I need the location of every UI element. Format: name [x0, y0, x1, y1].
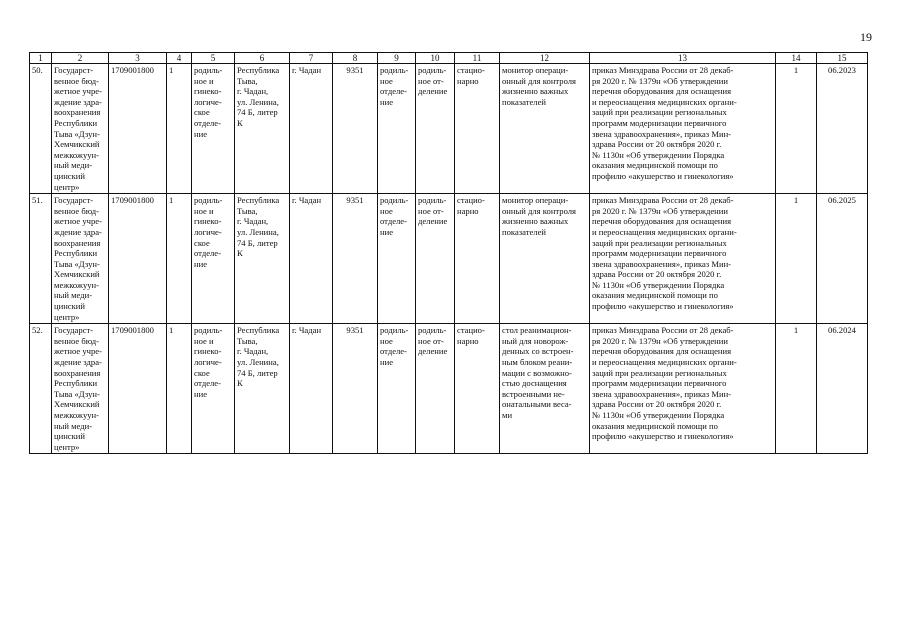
header-cell: 2	[52, 53, 109, 64]
header-cell: 3	[109, 53, 167, 64]
quantity-cell: 1	[776, 194, 817, 324]
header-cell: 7	[290, 53, 333, 64]
equipment-table	[29, 52, 868, 454]
col4-cell: 1	[167, 324, 192, 454]
department-cell: родиль- ное и гинеко- логиче- ское отделе- ние	[192, 64, 235, 194]
organization-cell: Государст- венное бюд- жетное учре- ждение здра- воохранения Республики Тыва «Дзун- Хемчикский межкожуун- ный меди- цинский центр»	[52, 324, 109, 454]
table-row	[30, 324, 868, 454]
row-number: 51.	[30, 194, 52, 324]
col11-cell: стацио- нарно	[455, 324, 500, 454]
header-cell: 1	[30, 53, 52, 64]
header-cell: 8	[333, 53, 378, 64]
department-cell: родиль- ное и гинеко- логиче- ское отделе- ние	[192, 324, 235, 454]
date-cell: 06.2025	[817, 194, 868, 324]
address-cell: Республика Тыва, г. Чадан, ул. Ленина, 74 Б, литер К	[235, 194, 290, 324]
header-cell: 5	[192, 53, 235, 64]
col10-cell: родиль- ное от- деление	[416, 64, 455, 194]
col8-cell: 9351	[333, 194, 378, 324]
col8-cell: 9351	[333, 324, 378, 454]
header-cell: 9	[378, 53, 416, 64]
header-cell: 13	[590, 53, 776, 64]
col10-cell: родиль- ное от- деление	[416, 194, 455, 324]
table-row	[30, 64, 868, 194]
col4-cell: 1	[167, 194, 192, 324]
date-cell: 06.2023	[817, 64, 868, 194]
code-cell: 1709001800	[109, 194, 167, 324]
city-cell: г. Чадан	[290, 194, 333, 324]
header-cell: 10	[416, 53, 455, 64]
basis-cell: приказ Минздрава России от 28 декаб- ря 2020 г. № 1379н «Об утверждении перечня оборудования для оснащения и переоснащения медицинских органи- заций при реализации региональных программ модернизации первичного звена здравоохранения», приказ Мин- здрава России от 20 октября 2020 г. № 1130н «Об утверждении Порядка оказания медицинской помощи по профилю «акушерство и гинекология»	[590, 324, 776, 454]
header-cell: 6	[235, 53, 290, 64]
basis-cell: приказ Минздрава России от 28 декаб- ря 2020 г. № 1379н «Об утверждении перечня оборудования для оснащения и переоснащения медицинских органи- заций при реализации региональных программ модернизации первичного звена здравоохранения», приказ Мин- здрава России от 20 октября 2020 г. № 1130н «Об утверждении Порядка оказания медицинской помощи по профилю «акушерство и гинекология»	[590, 64, 776, 194]
row-number: 52.	[30, 324, 52, 454]
header-cell: 4	[167, 53, 192, 64]
quantity-cell: 1	[776, 64, 817, 194]
code-cell: 1709001800	[109, 64, 167, 194]
header-cell: 12	[500, 53, 590, 64]
page-number: 19	[860, 30, 872, 44]
col9-cell: родиль- ное отделе- ние	[378, 64, 416, 194]
col4-cell: 1	[167, 64, 192, 194]
address-cell: Республика Тыва, г. Чадан, ул. Ленина, 74 Б, литер К	[235, 324, 290, 454]
header-cell: 14	[776, 53, 817, 64]
header-cell: 11	[455, 53, 500, 64]
col11-cell: стацио- нарно	[455, 194, 500, 324]
equipment-cell: монитор операци- онный для контроля жизненно важных показателей	[500, 194, 590, 324]
table-row	[30, 194, 868, 324]
col9-cell: родиль- ное отделе- ние	[378, 324, 416, 454]
equipment-cell: монитор операци- онный для контроля жизненно важных показателей	[500, 64, 590, 194]
code-cell: 1709001800	[109, 324, 167, 454]
basis-cell: приказ Минздрава России от 28 декаб- ря 2020 г. № 1379н «Об утверждении перечня оборудования для оснащения и переоснащения медицинских органи- заций при реализации региональных программ модернизации первичного звена здравоохранения», приказ Мин- здрава России от 20 октября 2020 г. № 1130н «Об утверждении Порядка оказания медицинской помощи по профилю «акушерство и гинекология»	[590, 194, 776, 324]
address-cell: Республика Тыва, г. Чадан, ул. Ленина, 74 Б, литер К	[235, 64, 290, 194]
date-cell: 06.2024	[817, 324, 868, 454]
department-cell: родиль- ное и гинеко- логиче- ское отделе- ние	[192, 194, 235, 324]
quantity-cell: 1	[776, 324, 817, 454]
col11-cell: стацио- нарно	[455, 64, 500, 194]
city-cell: г. Чадан	[290, 64, 333, 194]
row-number: 50.	[30, 64, 52, 194]
col10-cell: родиль- ное от- деление	[416, 324, 455, 454]
organization-cell: Государст- венное бюд- жетное учре- ждение здра- воохранения Республики Тыва «Дзун- Хемчикский межкожуун- ный меди- цинский центр»	[52, 194, 109, 324]
city-cell: г. Чадан	[290, 324, 333, 454]
organization-cell: Государст- венное бюд- жетное учре- ждение здра- воохранения Республики Тыва «Дзун- Хемчикский межкожуун- ный меди- цинский центр»	[52, 64, 109, 194]
col9-cell: родиль- ное отделе- ние	[378, 194, 416, 324]
col8-cell: 9351	[333, 64, 378, 194]
header-cell: 15	[817, 53, 868, 64]
equipment-cell: стол реанимацион- ный для новорож- денных со встроен- ным блоком реани- мации с возможно- стью доснащения встроенными не- онатальными весa- ми	[500, 324, 590, 454]
header-row	[30, 53, 868, 64]
